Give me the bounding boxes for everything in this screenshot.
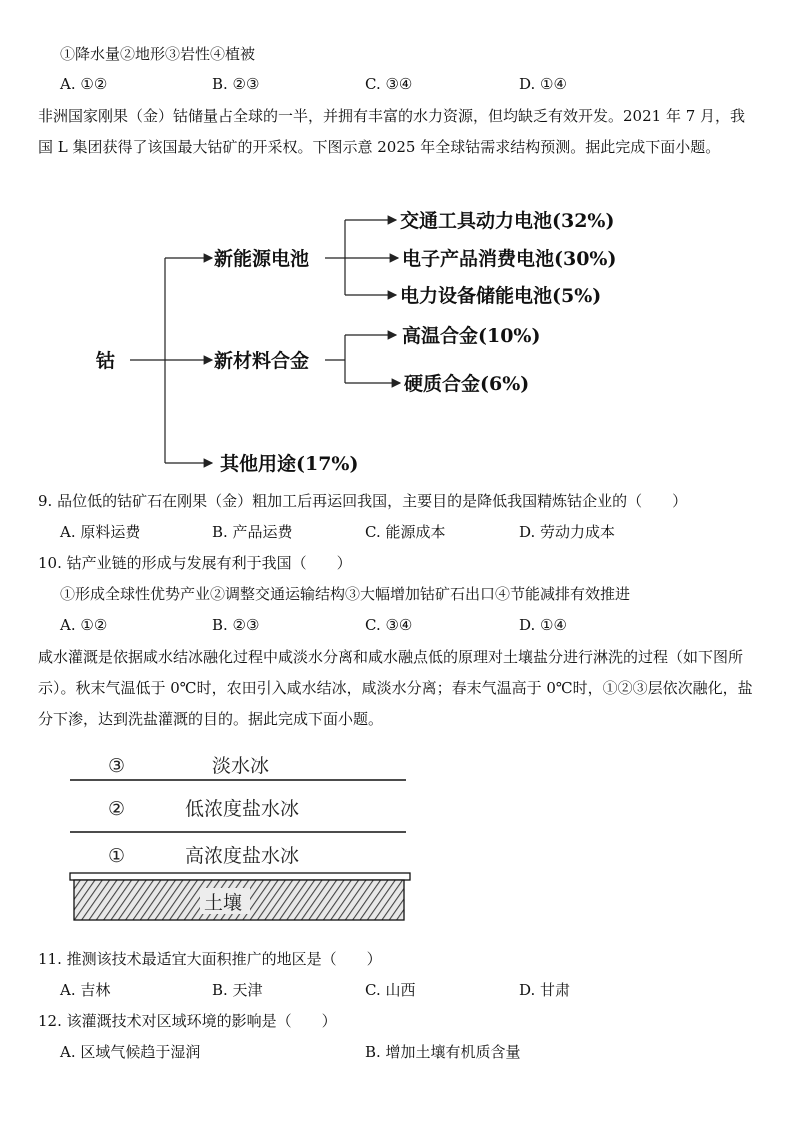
q10-stem: 10. 钴产业链的形成与发展有利于我国（ ）	[38, 554, 352, 572]
diagram-item-storage-battery: 电力设备储能电池(5%)	[400, 285, 602, 307]
diagram-item-high-temp-alloy: 高温合金(10%)	[402, 325, 541, 347]
q10-option-a: A. ①②	[60, 616, 108, 634]
diagram-root-cobalt: 钴	[96, 350, 116, 372]
q11-option-c: C. 山西	[365, 981, 416, 999]
q8-option-d: D. ①④	[519, 75, 567, 93]
q8-option-b: B. ②③	[212, 75, 260, 93]
q10-option-d: D. ①④	[519, 616, 567, 634]
q10-statements: ①形成全球性优势产业②调整交通运输结构③大幅增加钴矿石出口④节能减排有效推进	[60, 585, 631, 603]
diagram-branch-new-energy-battery: 新能源电池	[214, 248, 310, 270]
q9-option-c: C. 能源成本	[365, 523, 446, 541]
q12-stem: 12. 该灌溉技术对区域环境的影响是（ ）	[38, 1012, 337, 1030]
q8-factor-list: ①降水量②地形③岩性④植被	[60, 45, 256, 63]
q9-option-a: A. 原料运费	[60, 523, 141, 541]
passage-cobalt: 非洲国家刚果（金）钴储量占全球的一半，并拥有丰富的水力资源，但均缺乏有效开发。2021 年 7 月，我国 L 集团获得了该国最大钴矿的开采权。下图示意 2025 年全球钴需求结构预测。据此完成下面小题。	[38, 107, 746, 156]
q11-stem: 11. 推测该技术最适宜大面积推广的地区是（ ）	[38, 950, 382, 968]
layer-3-fresh-ice: 淡水冰	[212, 755, 270, 777]
q8-option-a: A. ①②	[60, 75, 108, 93]
ice-layer-diagram	[0, 745, 794, 925]
layer-1-high-salt-ice: 高浓度盐水冰	[185, 845, 300, 867]
diagram-branch-other-uses: 其他用途(17%)	[220, 453, 359, 475]
diagram-item-hard-alloy: 硬质合金(6%)	[404, 373, 530, 395]
diagram-branch-new-material-alloy: 新材料合金	[214, 350, 310, 372]
diagram-item-vehicle-battery: 交通工具动力电池(32%)	[400, 210, 615, 232]
q8-option-c: C. ③④	[365, 75, 413, 93]
q10-option-c: C. ③④	[365, 616, 413, 634]
layer-3-number: ③	[108, 755, 126, 777]
q12-option-a: A. 区域气候趋于湿润	[60, 1043, 201, 1061]
q9-option-b: B. 产品运费	[212, 523, 293, 541]
soil-label: 土壤	[204, 892, 243, 914]
q12-option-b: B. 增加土壤有机质含量	[365, 1043, 521, 1061]
layer-2-number: ②	[108, 798, 126, 820]
diagram-item-consumer-battery: 电子产品消费电池(30%)	[402, 248, 617, 270]
q9-stem: 9. 品位低的钴矿石在刚果（金）粗加工后再运回我国，主要目的是降低我国精炼钴企业的（ ）	[38, 492, 688, 510]
layer-1-number: ①	[108, 845, 126, 867]
q10-option-b: B. ②③	[212, 616, 260, 634]
q9-option-d: D. 劳动力成本	[519, 523, 616, 541]
layer-2-low-salt-ice: 低浓度盐水冰	[185, 798, 300, 820]
q11-option-a: A. 吉林	[60, 981, 111, 999]
q11-option-b: B. 天津	[212, 981, 263, 999]
cobalt-demand-diagram	[0, 195, 794, 485]
passage-saltwater-irrigation: 咸水灌溉是依据咸水结冰融化过程中咸淡水分离和咸水融点低的原理对土壤盐分进行淋洗的过程（如下图所示）。秋末气温低于 0℃时，农田引入咸水结冰，咸淡水分离；春末气温高于 0℃时，①②③层依次融化，盐分下渗，达到洗盐灌溉的目的。据此完成下面小题。	[38, 648, 753, 728]
q11-option-d: D. 甘肃	[519, 981, 571, 999]
